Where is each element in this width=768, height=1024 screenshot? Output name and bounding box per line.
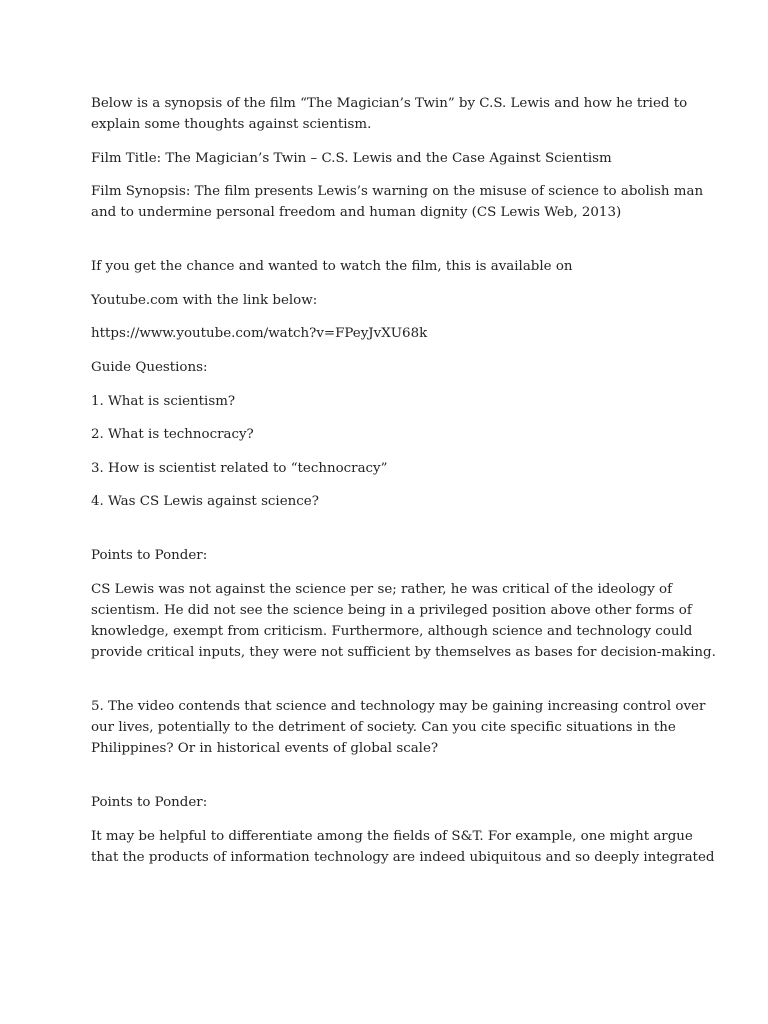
film-title-text: Film Title: The Magician’s Twin – C.S. Lewis and the Case Against Scientism [91,150,612,166]
question-item [91,391,688,412]
youtube-intro-line: Youtube.com with the link below: [91,292,318,308]
ponder-line: CS Lewis was not against the science per se; rather, he was critical of the ideology of [91,581,673,597]
points-to-ponder-body-2 [91,826,715,868]
ponder-line: that the products of information technology are indeed ubiquitous and so deeply integrated [91,849,715,865]
guide-heading-text: Guide Questions: [91,359,208,375]
film-title [91,148,688,169]
question-text: 2. What is technocracy? [91,427,254,443]
ponder-line: provide critical inputs, they were not sufficient by themselves as bases for decision-making. [91,644,716,660]
ponder-line: knowledge, exempt from criticism. Furthermore, although science and technology could [91,623,693,639]
question-text: 1. What is scientism? [91,393,236,409]
question-item [91,458,688,479]
ponder-heading-text: Points to Ponder: [91,548,208,564]
question-5-line: 5. The video contends that science and technology may be gaining increasing control over [91,698,706,714]
ponder-line: It may be helpful to differentiate among the fields of S&T. For example, one might argue [91,828,693,844]
video-link[interactable] [91,323,688,344]
synopsis-line: Film Synopsis: The film presents Lewis’s warning on the misuse of science to abolish man [91,184,704,200]
guide-questions-heading [91,357,688,378]
question-text: 3. How is scientist related to “technocracy” [91,460,388,476]
question-item [91,491,688,512]
video-link-text[interactable]: https://www.youtube.com/watch?v=FPeyJvXU68k [91,326,428,342]
synopsis-line: and to undermine personal freedom and human dignity (CS Lewis Web, 2013) [91,205,622,221]
question-5-line: our lives, potentially to the detriment of society. Can you cite specific situations in the [91,719,676,735]
intro-line: explain some thoughts against scientism. [91,117,372,132]
points-to-ponder-heading-2 [91,792,688,813]
points-to-ponder-heading [91,545,688,566]
question-5 [91,696,706,759]
availability-text [91,256,688,277]
question-text: 4. Was CS Lewis against science? [91,494,319,510]
intro-paragraph [91,93,688,135]
intro-line: Below is a synopsis of the film “The Magician’s Twin” by C.S. Lewis and how he tried to [91,96,688,111]
ponder-heading-text: Points to Ponder: [91,794,208,810]
question-item [91,424,688,445]
question-5-line: Philippines? Or in historical events of global scale? [91,740,439,756]
points-to-ponder-body [91,579,716,663]
youtube-intro [91,290,688,311]
availability-line: If you get the chance and wanted to watch the film, this is available on [91,259,573,275]
ponder-line: scientism. He did not see the science being in a privileged position above other forms of [91,602,692,618]
film-synopsis [91,181,704,223]
